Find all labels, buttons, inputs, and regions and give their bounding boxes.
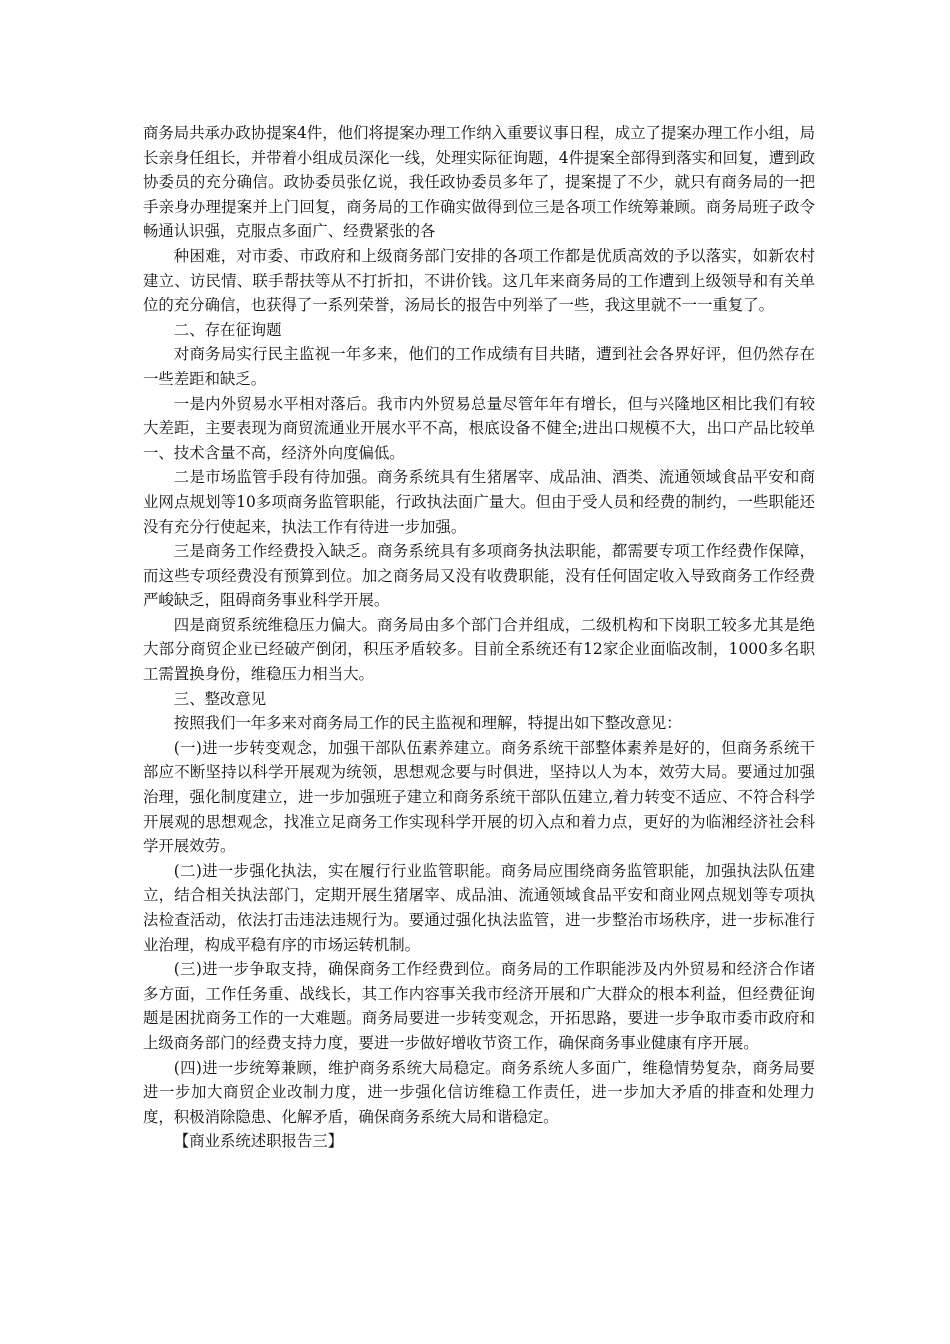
body-paragraph: (三)进一步争取支持，确保商务工作经费到位。商务局的工作职能涉及内外贸易和经济合作诸多方面，工作任务重、战线长，其工作内容事关我市经济开展和广大群众的根本利益，但经费征询题是困扰商务工作的一大难题。商务局要进一步转变观念，开拓思路，要进一步争取市委市政府和上级商务部门的经费支持力度，要进一步做好增收节资工作，确保商务事业健康有序开展。 [143, 960, 815, 1052]
body-paragraph: (一)进一步转变观念，加强干部队伍素养建立。商务系统干部整体素养是好的，但商务系统干部应不断坚持以科学开展观为统领，思想观念要与时俱进，坚持以人为本，效劳大局。要通过加强治理，强化制度建立，进一步加强班子建立和商务系统干部队伍建立,着力转变不适应、不符合科学开展观的思想观念，找准立足商务工作实现科学开展的切入点和着力点，更好的为临湘经济社会科学开展效劳。 [143, 738, 815, 856]
body-paragraph: 四是商贸系统维稳压力偏大。商务局由多个部门合并组成，二级机构和下岗职工较多尤其是绝大部分商贸企业已经破产倒闭，积压矛盾较多。目前全系统还有12家企业面临改制，1000多名职工需置换身份，维稳压力相当大。 [143, 615, 815, 684]
section-heading: 三、整改意见 [173, 689, 267, 708]
document-body [143, 121, 815, 1154]
body-paragraph: 商务局共承办政协提案4件，他们将提案办理工作纳入重要议事日程，成立了提案办理工作小组，局长亲身任组长，并带着小组成员深化一线，处理实际征询题，4件提案全部得到落实和回复，遭到政协委员的充分确信。政协委员张亿说，我任政协委员多年了，提案提了不少，就只有商务局的一把手亲身办理提案并上门回复，商务局的工作确实做得到位三是各项工作统筹兼顾。商务局班子政令畅通认识强，克服点多面广、经费紧张的各 [143, 124, 815, 241]
body-paragraph: 一是内外贸易水平相对落后。我市内外贸易总量尽管年年有增长，但与兴隆地区相比我们有较大差距，主要表现为商贸流通业开展水平不高，根底设备不健全;进出口规模不大，出口产品比较单一、技术含量不高，经济外向度偏低。 [143, 394, 815, 462]
body-paragraph: 三是商务工作经费投入缺乏。商务系统具有多项商务执法职能，都需要专项工作经费作保障，而这些专项经费没有预算到位。加之商务局又没有收费职能，没有任何固定收入导致商务工作经费严峻缺乏，阻碍商务事业科学开展。 [143, 542, 815, 610]
body-paragraph: 按照我们一年多来对商务局工作的民主监视和理解，特提出如下整改意见： [173, 714, 682, 733]
body-paragraph: 对商务局实行民主监视一年多来，他们的工作成绩有目共睹，遭到社会各界好评，但仍然存在一些差距和缺乏。 [143, 345, 815, 388]
body-paragraph: 种困难，对市委、市政府和上级商务部门安排的各项工作都是优质高效的予以落实，如新农村建立、访民情、联手帮扶等从不打折扣，不讲价钱。这几年来商务局的工作遭到上级领导和有关单位的充分确信，也获得了一系列荣誉，汤局长的报告中列举了一些，我这里就不一一重复了。 [143, 246, 815, 315]
report-title: 【商业系统述职报告三】 [173, 1132, 344, 1151]
body-paragraph: 二是市场监管手段有待加强。商务系统具有生猪屠宰、成品油、酒类、流通领域食品平安和商业网点规划等10多项商务监管职能，行政执法面广量大。但由于受人员和经费的制约，一些职能还没有充分行使起来，执法工作有待进一步加强。 [143, 468, 815, 536]
body-paragraph: (二)进一步强化执法，实在履行行业监管职能。商务局应围绕商务监管职能，加强执法队伍建立，结合相关执法部门，定期开展生猪屠宰、成品油、流通领域食品平安和商业网点规划等专项执法检查活动，依法打击违法违规行为。要通过强化执法监管，进一步整治市场秩序，进一步标准行业治理，构成平稳有序的市场运转机制。 [143, 861, 815, 954]
body-paragraph: (四)进一步统筹兼顾，维护商务系统大局稳定。商务系统人多面广，维稳情势复杂，商务局要进一步加大商贸企业改制力度，进一步强化信访维稳工作责任，进一步加大矛盾的排查和处理力度，积极消除隐患、化解矛盾，确保商务系统大局和谐稳定。 [143, 1058, 815, 1126]
section-heading: 二、存在征询题 [173, 320, 282, 339]
